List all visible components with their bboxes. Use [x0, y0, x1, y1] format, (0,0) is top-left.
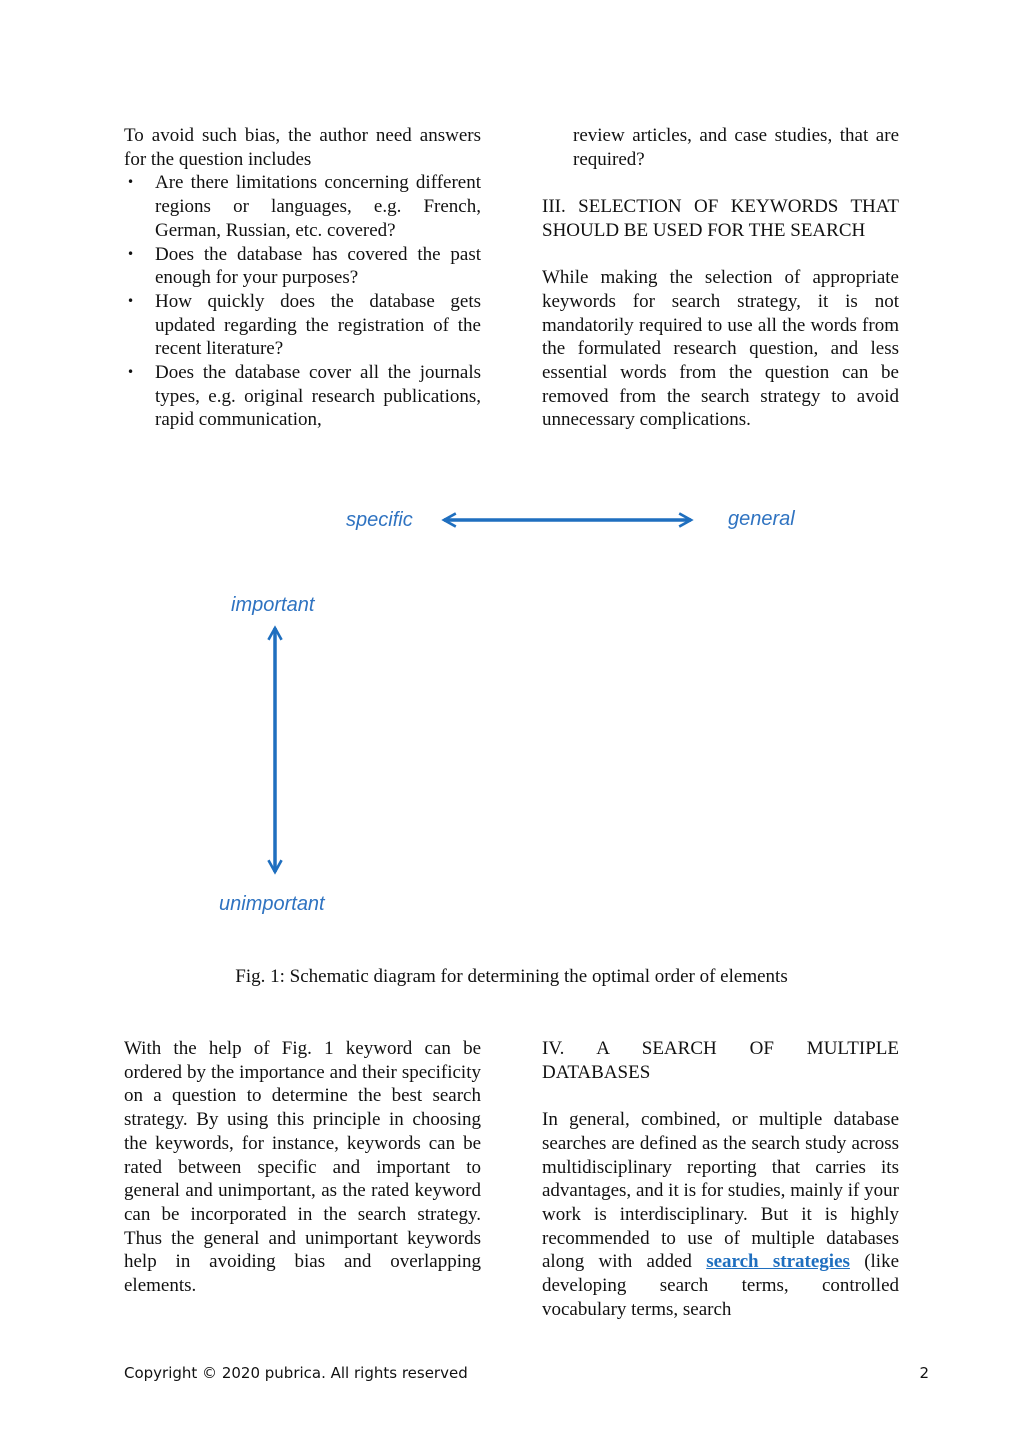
label-general: general	[728, 508, 795, 530]
page-number: 2	[919, 1364, 929, 1382]
section-3-paragraph: While making the selection of appropriate keywords for search strategy, it is not mandatorily required to use all the words from the formulated research question, and less essential words from the question can be removed from the search strategy to avoid unnecessary complications.	[542, 267, 899, 431]
search-strategies-link[interactable]: search strategies	[706, 1251, 850, 1273]
list-item-text: Does the database cover all the journals types, e.g. original research publications, rapid communication,	[155, 362, 481, 431]
continuation-text: review articles, and case studies, that are required?	[573, 125, 899, 170]
right-column-bottom	[542, 1037, 899, 1321]
bullet-icon: •	[127, 293, 135, 308]
bullet-icon: •	[127, 175, 135, 190]
section-heading-3: III. SELECTION OF KEYWORDS THAT SHOULD BE USED FOR THE SEARCH	[542, 196, 899, 241]
figure-discussion-paragraph: With the help of Fig. 1 keyword can be ordered by the importance and their specificity on a question to determine the best search strategy. By using this principle in choosing the keywords, for instance, keywords can be rated between specific and important to general and unimportant, as the rated keyword can be incorporated in the search strategy. Thus the general and unimportant keywords help in avoiding bias and overlapping elements.	[124, 1038, 481, 1297]
list-item-text: Does the database has covered the past enough for your purposes?	[155, 243, 481, 289]
section-heading-4: IV. A SEARCH OF MULTIPLE DATABASES	[542, 1038, 899, 1083]
copyright-text: Copyright © 2020 pubrica. All rights reserved	[124, 1364, 468, 1382]
bullet-icon: •	[127, 246, 135, 261]
left-column-bottom	[124, 1037, 481, 1298]
label-unimportant: unimportant	[219, 893, 325, 915]
page-footer	[124, 1364, 929, 1382]
label-specific: specific	[346, 509, 413, 531]
section-4-paragraph	[542, 1108, 899, 1321]
list-item-text: How quickly does the database gets updated regarding the registration of the recent literature?	[155, 290, 481, 360]
section-4-text-continued: (like developing search terms, controlled vocabulary terms, search	[542, 1251, 900, 1320]
section-4-text: In general, combined, or multiple database searches are defined as the search study across multidisciplinary reporting that carries its advantages, and it is for studies, mainly if your work is interdisciplinary. But it is highly recommended to use of multiple databases along with added	[542, 1109, 899, 1273]
list-item-text: Are there limitations concerning different regions or languages, e.g. French, German, Russian, etc. covered?	[155, 172, 481, 241]
figure-caption: Fig. 1: Schematic diagram for determining the optimal order of elements	[235, 966, 788, 987]
intro-paragraph: To avoid such bias, the author need answers for the question includes	[124, 125, 481, 170]
bullet-icon: •	[127, 365, 135, 380]
label-important: important	[231, 594, 315, 616]
